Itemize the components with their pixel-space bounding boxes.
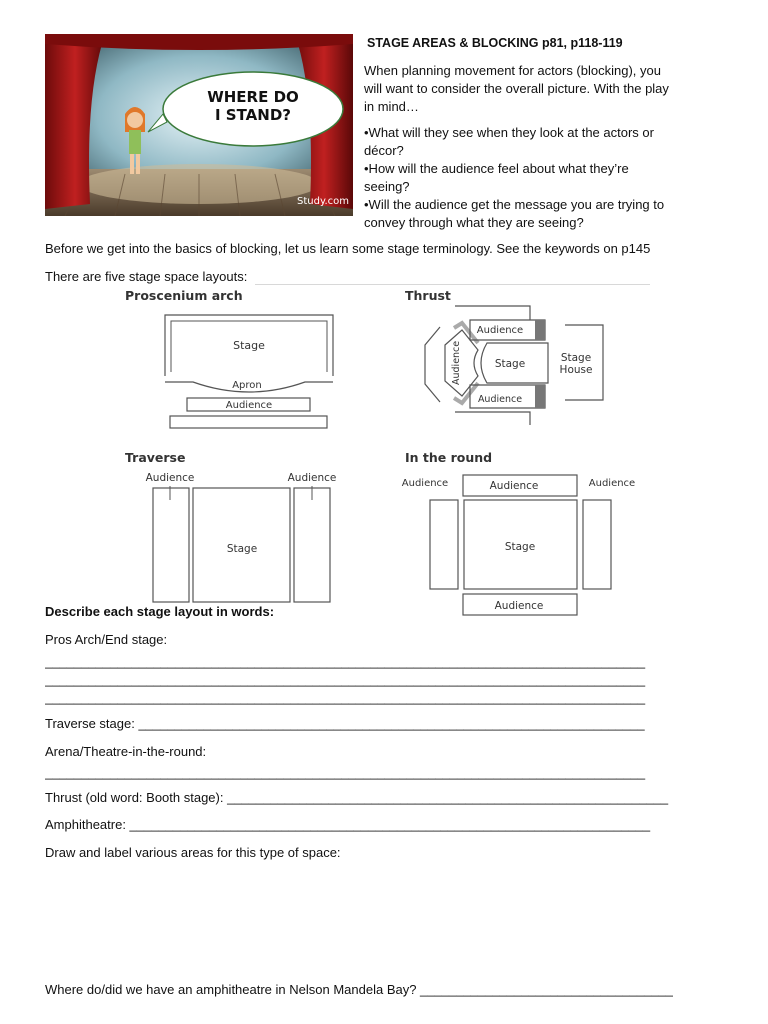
thrust-question[interactable]: Thrust (old word: Booth stage): _____________________________________________________________ [45,790,669,805]
pros-answer-line-1[interactable]: ___________________________________________________________________________________ [45,654,646,669]
pros-arch-label: Pros Arch/End stage: [45,632,168,647]
round-audience-top: Audience [489,480,539,492]
diagram-thrust [405,288,603,425]
proscenium-stage-label: Stage [233,339,265,352]
pros-answer-line-3[interactable]: ___________________________________________________________________________________ [45,690,646,705]
round-audience-bottom: Audience [494,600,544,612]
pros-answer-line-2[interactable]: ___________________________________________________________________________________ [45,672,646,687]
traverse-audience-right: Audience [287,472,337,484]
bubble-line-2: I STAND? [215,106,291,124]
bullet-2: •How will the audience feel about what they’re seeing? [364,161,629,194]
thrust-audience-top: Audience [476,325,524,336]
thrust-stage-house-1: Stage [560,352,592,364]
thrust-stage-label: Stage [494,358,526,370]
watermark: Study.com [297,196,349,207]
diagram-proscenium [125,288,333,428]
thrust-audience-bottom: Audience [477,394,523,405]
arena-answer-line[interactable]: ___________________________________________________________________________________ [45,765,646,780]
amphitheatre-question[interactable]: Amphitheatre: ________________________________________________________________________ [45,817,651,832]
page-title: STAGE AREAS & BLOCKING p81, p118-119 [367,36,623,50]
thrust-stage-house-2: House [559,364,593,376]
round-audience-right: Audience [588,478,636,489]
traverse-stage-label: Stage [226,543,258,555]
traverse-title: Traverse [125,450,186,465]
nmb-question[interactable]: Where do/did we have an amphitheatre in Nelson Mandela Bay? ___________________________________ [45,982,673,997]
proscenium-audience-label: Audience [225,400,273,411]
thrust-title: Thrust [405,288,451,303]
bullet-3: •Will the audience get the message you are trying to convey through what they are seeing? [364,197,665,230]
diagram-in-the-round [402,450,635,615]
bubble-line-1: WHERE DO [207,88,299,106]
proscenium-apron-label: Apron [232,380,262,391]
arena-label: Arena/Theatre-in-the-round: [45,744,207,759]
terminology-text: Before we get into the basics of blocking, let us learn some stage terminology. See the keywords on p145 [45,241,651,256]
draw-instruction: Draw and label various areas for this type of space: [45,845,341,860]
traverse-audience-left: Audience [145,472,195,484]
thrust-audience-left: Audience [451,340,462,385]
describe-heading: Describe each stage layout in words: [45,604,275,619]
intro-paragraph: When planning movement for actors (blocking), you will want to consider the overall picture. With the play in mind… [364,63,669,114]
diagram-traverse [125,450,336,602]
bullet-1: •What will they see when they look at the actors or décor? [364,125,654,158]
round-stage-label: Stage [504,541,536,553]
proscenium-title: Proscenium arch [125,288,243,303]
round-audience-left: Audience [401,478,449,489]
layouts-intro: There are five stage space layouts: [45,269,248,284]
traverse-question[interactable]: Traverse stage: ______________________________________________________________________ [45,716,645,731]
drawing-area[interactable] [45,866,675,972]
in-the-round-title: In the round [405,450,493,465]
